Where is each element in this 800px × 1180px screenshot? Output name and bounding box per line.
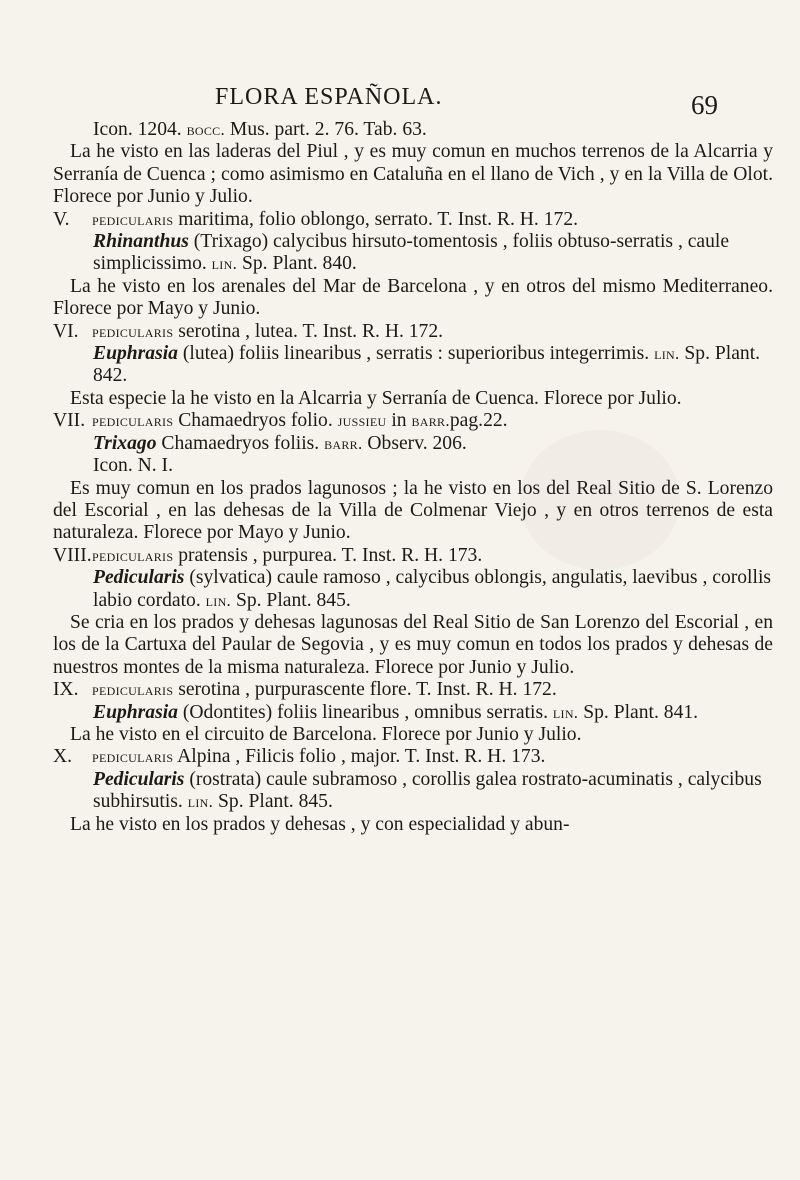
- species-entry-vi: VI. pedicularis serotina , lutea. T. Inst. R. H. 172.: [53, 320, 444, 342]
- body-text: [53, 119, 773, 836]
- paragraph: Es muy comun en los prados lagunosos ; la he visto en los del Real Sitio de S. Lorenzo del Escorial , en las dehesas de la Villa de Colmenar Viejo , y en otros terrenos de esta naturaleza. Florece por Mayo y Junio.: [53, 477, 773, 544]
- paragraph: La he visto en los arenales del Mar de Barcelona , y en otros del mismo Mediterraneo. Florece por Mayo y Junio.: [53, 275, 773, 320]
- running-head: FLORA ESPAÑOLA.: [215, 84, 443, 110]
- species-entry-ix: IX. pedicularis serotina , purpurascente flore. T. Inst. R. H. 172.: [53, 679, 557, 701]
- paragraph: Se cria en los prados y dehesas lagunosas del Real Sitio de San Lorenzo del Escorial , en los de la Cartuxa del Paular de Segovia , y es muy comun en todos los prados y dehesas de nuestros montes de la misma naturaleza. Florece por Junio y Julio.: [53, 611, 773, 678]
- synonym-line: Pedicularis (rostrata) caule subramoso , corollis galea rostrato-acuminatis , calycibus subhirsutis. lin. Sp. Plant. 845.: [93, 768, 762, 813]
- synonym-line: Pedicularis (sylvatica) caule ramoso , calycibus oblongis, angulatis, laevibus , corollis labio cordato. lin. Sp. Plant. 845.: [93, 567, 772, 611]
- synonym-line: Trixago Chamaedryos foliis. barr. Observ. 206.: [93, 432, 467, 454]
- page-header: [0, 84, 800, 118]
- species-entry-viii: VIII.pedicularis pratensis , purpurea. T. Inst. R. H. 173.: [53, 544, 483, 566]
- species-entry-x: X. pedicularis Alpina , Filicis folio , major. T. Inst. R. H. 173.: [53, 746, 546, 768]
- reference-line: Icon. N. I.: [93, 455, 173, 477]
- paragraph: La he visto en las laderas del Piul , y es muy comun en muchos terrenos de la Alcarria y Serranía de Cuenca ; como asimismo en Cataluña en el llano de Vich , y en la Villa de Olot. Florece por Junio y Julio.: [53, 141, 773, 208]
- paragraph: La he visto en el circuito de Barcelona. Florece por Junio y Julio.: [70, 723, 582, 745]
- synonym-line: Euphrasia (lutea) foliis linearibus , serratis : superioribus integerrimis. lin. Sp. Plant. 842.: [93, 343, 761, 387]
- synonym-line: Rhinanthus (Trixago) calycibus hirsuto-tomentosis , foliis obtuso-serratis , caule simplicissimo. lin. Sp. Plant. 840.: [93, 231, 730, 275]
- paragraph: Esta especie la he visto en la Alcarria y Serranía de Cuenca. Florece por Julio.: [70, 387, 682, 409]
- paragraph: La he visto en los prados y dehesas , y con especialidad y abun-: [70, 813, 570, 835]
- page-number: 69: [691, 90, 718, 120]
- synonym-line: Euphrasia (Odontites) foliis linearibus , omnibus serratis. lin. Sp. Plant. 841.: [93, 701, 699, 723]
- species-entry-vii: VII. pedicularis Chamaedryos folio. jussieu in barr.pag.22.: [53, 410, 508, 432]
- reference-line: Icon. 1204. bocc. Mus. part. 2. 76. Tab. 63.: [93, 119, 427, 140]
- species-entry-v: V. pedicularis maritima, folio oblongo, serrato. T. Inst. R. H. 172.: [53, 208, 579, 230]
